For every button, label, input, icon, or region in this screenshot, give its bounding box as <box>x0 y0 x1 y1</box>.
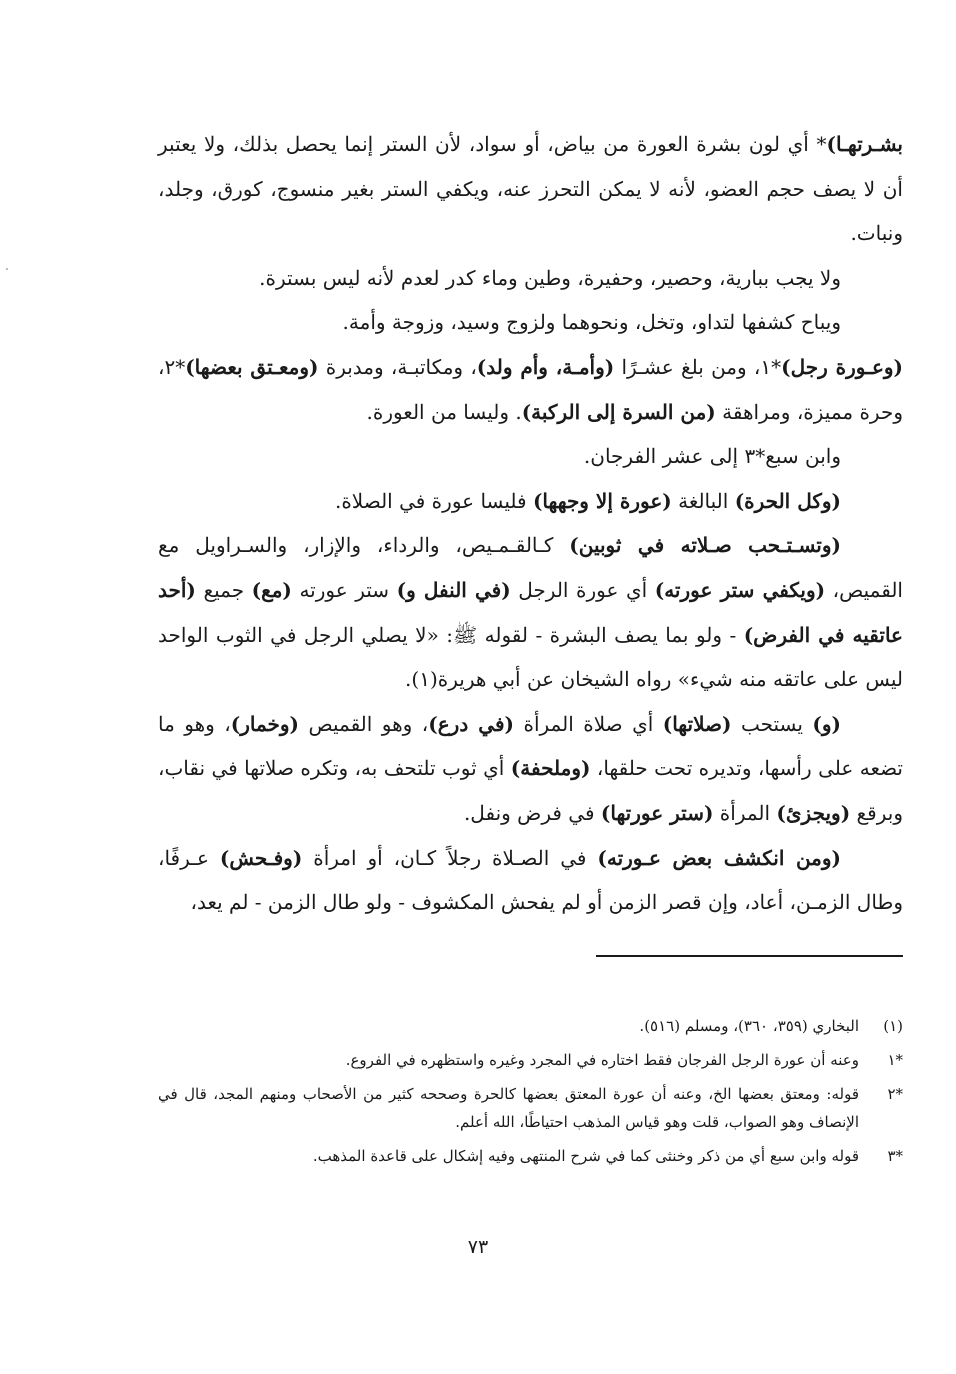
footnote-mark: *٢ <box>887 1085 903 1103</box>
bold-matn-text: (من السرة إلى الركبة) <box>521 399 716 424</box>
footnote <box>158 1080 903 1136</box>
commentary-text: وابن سبع*٣ إلى عشر الفرجان. <box>583 444 841 469</box>
paragraph <box>158 300 903 345</box>
commentary-text: - ولو بما يصف البشرة - لقوله ﷺ: «لا يصلي الرجل في الثوب الواحد ليس على عاتقه منه شيء» رواه الشيخان عن أبي هريرة(١). <box>158 622 903 692</box>
commentary-text: *٢، وحرة مميزة، ومراهقة <box>158 354 903 424</box>
page-number: ٧٣ <box>467 1236 489 1258</box>
footnote <box>158 1142 903 1170</box>
paragraph <box>158 122 903 256</box>
commentary-text: فليسا عورة في الصلاة. <box>334 488 533 513</box>
bold-matn-text: (وأمـة، وأم ولد) <box>476 354 615 379</box>
paragraph <box>158 479 903 524</box>
commentary-text: أي صلاة المرأة <box>514 711 663 736</box>
footnote-text: البخاري (٣٥٩، ٣٦٠)، ومسلم (٥١٦). <box>639 1017 859 1035</box>
bold-matn-text: (ويكفي ستر عورته) <box>654 577 826 602</box>
paragraph <box>158 702 903 836</box>
commentary-text: أي عورة الرجل <box>510 577 655 602</box>
bold-matn-text: (أحد عاتقيه في الفرض) <box>158 577 903 647</box>
footnotes-section <box>158 1012 903 1176</box>
scan-speck <box>6 268 8 270</box>
commentary-text: جميع <box>195 577 252 602</box>
footnote <box>158 1012 903 1040</box>
bold-matn-text: (وخمار) <box>230 711 299 736</box>
main-text-body <box>158 122 903 925</box>
bold-matn-text: (ومن انكشف بعض عـورته) <box>597 845 842 870</box>
bold-matn-text: بشـرتهـا) <box>826 132 903 156</box>
commentary-text: في فرض ونفل. <box>463 800 601 825</box>
bold-matn-text: (وكل الحرة) <box>734 488 841 513</box>
bold-matn-text: (و) <box>812 711 841 736</box>
footnote-separator <box>596 955 903 957</box>
paragraph <box>158 836 903 925</box>
commentary-text: * أي لون بشرة العورة من بياض، أو سواد، لأن الستر إنما يحصل بذلك، ولا يعتبر أن لا يصف حجم العضو، لأنه لا يمكن التحرز عنه، ويكفي الستر بغير منسوج، كورق، وجلد، ونبات. <box>158 132 903 246</box>
commentary-text: يستحب <box>731 711 813 736</box>
commentary-text: ويباح كشفها لتداو، وتخل، ونحوهما ولزوج وسيد، وزوجة وأمة. <box>342 310 841 335</box>
bold-matn-text: (ومعـتق بعضها) <box>185 354 319 379</box>
footnote-mark: *١ <box>887 1051 903 1069</box>
commentary-text: ستر عورته <box>291 577 397 602</box>
commentary-text: كـالقـمـيص، والرداء، والإزار، والسـراويل مع القميص، <box>158 533 903 602</box>
footnote-text: وعنه أن عورة الرجل الفرجان فقط اختاره في المجرد وغيره واستظهره في الفروع. <box>345 1051 859 1069</box>
bold-matn-text: (في النفل و) <box>396 577 511 602</box>
commentary-text: عـرفًا، وطال الزمـن، أعاد، وإن قصر الزمن أو لم يفحش المكشوف - ولو طال الزمن - لم يعد، <box>158 845 903 915</box>
commentary-text: ، وهو ما تضعه على رأسها، وتديره تحت حلقها، <box>158 711 903 781</box>
commentary-text: . وليسا من العورة. <box>366 399 522 424</box>
bold-matn-text: (صلاتها) <box>662 711 732 736</box>
commentary-text: المرأة <box>713 800 777 825</box>
bold-matn-text: (مع) <box>251 577 292 602</box>
bold-matn-text: (ستر عورتها) <box>600 800 714 825</box>
footnote-text: قوله وابن سبع أي من ذكر وخنثى كما في شرح المنتهى وفيه إشكال على قاعدة المذهب. <box>312 1147 859 1165</box>
footnote-mark: (١) <box>883 1017 903 1035</box>
paragraph <box>158 256 903 301</box>
commentary-text: *١، ومن بلغ عشـرًا <box>614 354 782 379</box>
bold-matn-text: (في درع) <box>428 711 514 736</box>
commentary-text: ، ومكاتبـة، ومدبرة <box>318 354 477 379</box>
bold-matn-text: (وتسـتـحب صـلاته في ثوبين) <box>569 533 841 558</box>
bold-matn-text: (عورة إلا وجهها) <box>532 488 672 513</box>
footnote-text: قوله: ومعتق بعضها الخ، وعنه أن عورة المعتق بعضها كالحرة وصححه كثير من الأصحاب ومنهم المجد، قال في الإنصاف وهو الصواب، قلت وهو قياس المذهب احتياطًا، الله أعلم. <box>158 1085 859 1131</box>
bold-matn-text: (ويجزئ) <box>776 800 851 825</box>
paragraph <box>158 434 903 479</box>
footnote <box>158 1046 903 1074</box>
paragraph <box>158 345 903 434</box>
bold-matn-text: (وفـحش) <box>219 845 303 870</box>
commentary-text: في الصـلاة رجلاً كـان، أو امرأة <box>302 845 598 870</box>
commentary-text: ، وهو القميص <box>299 711 429 736</box>
footnote-mark: *٣ <box>887 1147 903 1165</box>
paragraph <box>158 523 903 701</box>
commentary-text: ولا يجب ببارية، وحصير، وحفيرة، وطين وماء كدر لعدم لأنه ليس بسترة. <box>259 265 841 290</box>
commentary-text: البالغة <box>671 488 735 513</box>
bold-matn-text: (وعـورة رجل) <box>781 354 903 379</box>
commentary-text: أي ثوب تلتحف به، وتكره صلاتها في نقاب، وبرقع <box>158 756 903 825</box>
bold-matn-text: (وملحفة) <box>510 756 591 781</box>
